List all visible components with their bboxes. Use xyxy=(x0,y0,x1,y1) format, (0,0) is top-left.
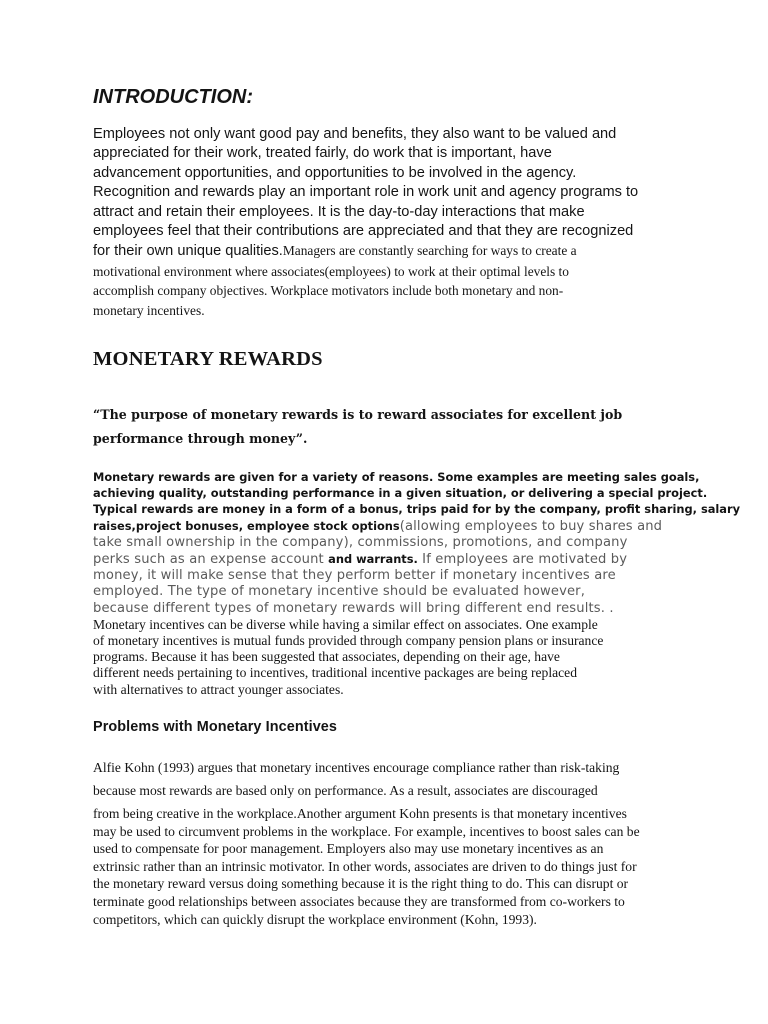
serif-line: with alternatives to attract younger associates. xyxy=(93,681,344,697)
problems-paragraph-2 xyxy=(93,805,678,928)
problems-line: the monetary reward versus doing something because it is the right thing to do. This can disrupt or xyxy=(93,876,629,892)
introduction-paragraph xyxy=(93,125,678,320)
quote-line: performance through money”. xyxy=(93,430,308,446)
monetary-paragraph xyxy=(93,469,741,698)
gray-line: take small ownership in the company), commissions, promotions, and company xyxy=(93,534,628,550)
bold-fragment: raises,project bonuses, employee stock options xyxy=(93,518,400,533)
intro-sans-fragment: for their own unique qualities. xyxy=(93,243,283,260)
monetary-rewards-heading: MONETARY REWARDS xyxy=(93,348,323,370)
intro-line: advancement opportunities, and opportunities to be involved in the agency. xyxy=(93,164,577,181)
problems-paragraph-1 xyxy=(93,757,663,803)
intro-line: attract and retain their employees. It is the day-to-day interactions that make xyxy=(93,203,585,220)
gray-fragment: (allowing employees to buy shares and xyxy=(399,518,663,534)
intro-line: Employees not only want good pay and benefits, they also want to be valued and xyxy=(93,126,617,142)
quote-line: “The purpose of monetary rewards is to reward associates for excellent job xyxy=(93,407,623,422)
serif-line: different needs pertaining to incentives, traditional incentive packages are being replaced xyxy=(93,665,578,681)
intro-serif-fragment: Managers are constantly searching for ways to create a xyxy=(282,243,577,259)
problems-line: used to compensate for poor management. Employers also may use monetary incentives as an xyxy=(93,841,604,857)
intro-serif-line: motivational environment where associates(employees) to work at their optimal levels to xyxy=(93,263,569,279)
problems-line: competitors, which can quickly disrupt the workplace environment (Kohn, 1993). xyxy=(93,911,537,927)
serif-line: programs. Because it has been suggested that associates, depending on their age, have xyxy=(93,649,560,665)
intro-serif-line: accomplish company objectives. Workplace motivators include both monetary and non- xyxy=(93,283,564,299)
bold-line: achieving quality, outstanding performance in a given situation, or delivering a special project. xyxy=(93,486,708,501)
intro-line-mixed xyxy=(93,241,678,261)
intro-serif-line: monetary incentives. xyxy=(93,302,205,318)
serif-line: of monetary incentives is mutual funds provided through company pension plans or insurance xyxy=(93,633,604,649)
gray-line: money, it will make sense that they perform better if monetary incentives are xyxy=(93,568,616,584)
problems-line: extrinsic rather than an intrinsic motivator. In other words, associates are driven to do things just for xyxy=(93,858,637,874)
mixed-line xyxy=(93,551,678,568)
problems-line: terminate good relationships between associates because they are transformed from co-workers to xyxy=(93,893,625,909)
intro-line: Recognition and rewards play an important role in work unit and agency programs to xyxy=(93,184,639,201)
problems-line: Alfie Kohn (1993) argues that monetary incentives encourage compliance rather than risk-taking xyxy=(93,760,620,775)
problems-line: because most rewards are based only on performance. As a result, associates are discouraged xyxy=(93,782,598,798)
serif-line: Monetary incentives can be diverse while having a similar effect on associates. One example xyxy=(93,616,598,632)
bold-line: Monetary rewards are given for a variety of reasons. Some examples are meeting sales goals, xyxy=(93,470,700,484)
gray-line: employed. The type of monetary incentive should be evaluated however, xyxy=(93,584,586,600)
problems-line: may be used to circumvent problems in the workplace. For example, incentives to boost sales can be xyxy=(93,823,640,839)
introduction-heading: INTRODUCTION: xyxy=(93,86,253,108)
intro-line: appreciated for their work, treated fairly, do work that is important, have xyxy=(93,145,552,162)
mixed-line xyxy=(93,518,678,535)
bold-fragment: and warrants. xyxy=(328,552,418,567)
problems-line: from being creative in the workplace.Another argument Kohn presents is that monetary incentives xyxy=(93,806,627,821)
intro-line: employees feel that their contributions are appreciated and that they are recognized xyxy=(93,223,634,240)
monetary-quote xyxy=(93,403,678,450)
gray-line: because different types of monetary rewards will bring different end results. . xyxy=(93,600,614,616)
problems-heading: Problems with Monetary Incentives xyxy=(93,719,338,735)
gray-fragment: If employees are motivated by xyxy=(417,552,628,568)
gray-fragment: perks such as an expense account xyxy=(93,552,329,568)
bold-line: Typical rewards are money in a form of a bonus, trips paid for by the company, profit sharing, salary xyxy=(93,502,741,517)
